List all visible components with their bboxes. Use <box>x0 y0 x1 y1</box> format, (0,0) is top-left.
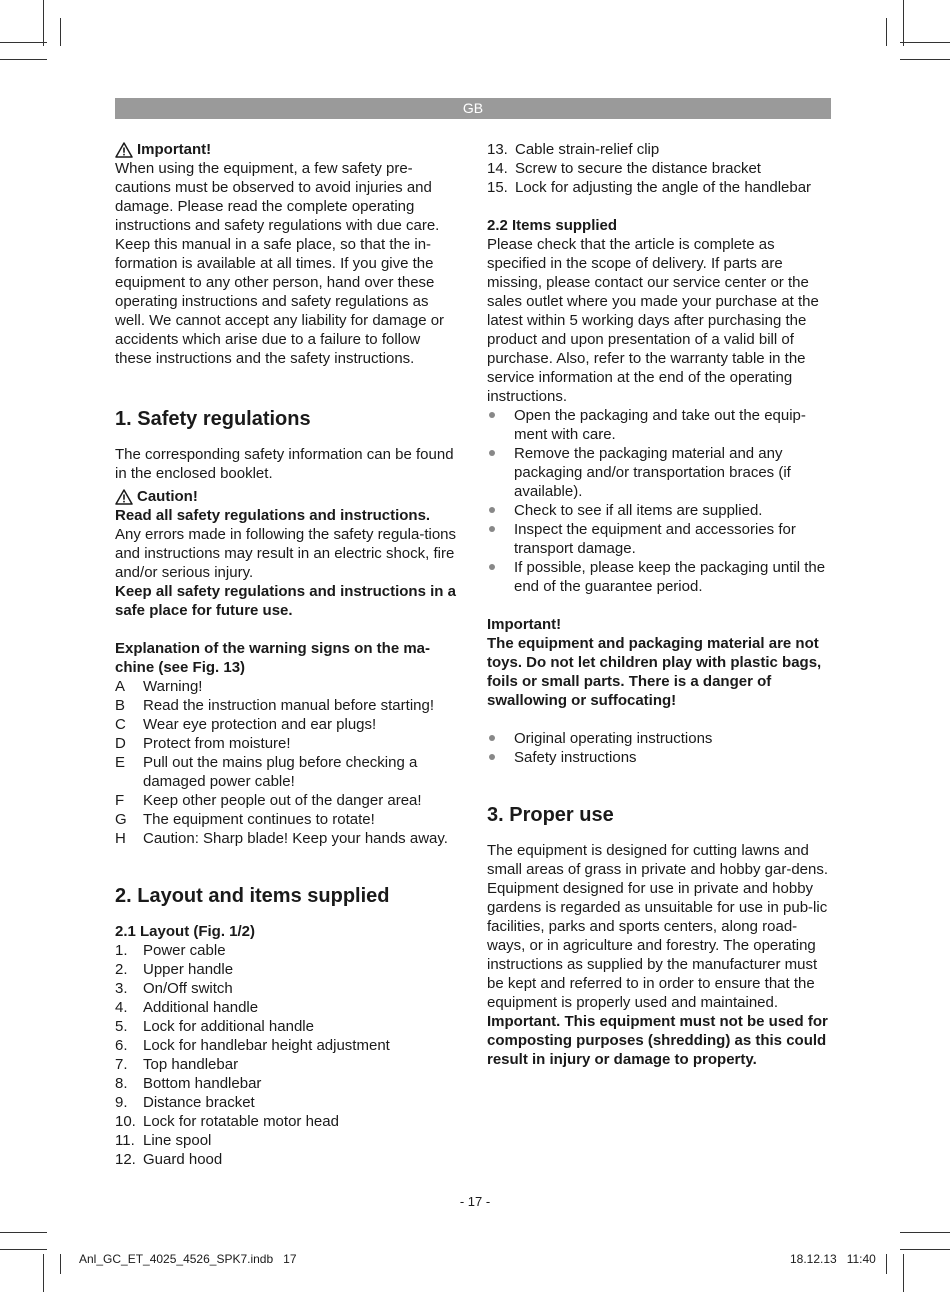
crop-mark <box>0 1249 47 1250</box>
important-title: Important! <box>137 141 212 158</box>
list-item: A Warning! <box>115 678 203 695</box>
list-item: 12. Guard hood <box>115 1151 223 1168</box>
list-item: Check to see if all items are supplied. <box>487 501 832 520</box>
right-column <box>487 140 832 1069</box>
caution-keep-line: Keep all safety regulations and instructions in a safe place for future use. <box>115 583 456 619</box>
caution-text: Any errors made in following the safety regula-tions and instructions may result in an electric shock, fire and/or serious injury. <box>115 526 457 581</box>
list-item: Inspect the equipment and accessories for transport damage. <box>487 520 832 558</box>
list-item: 3. On/Off switch <box>115 980 233 997</box>
list-item: E Pull out the mains plug before checking a damaged power cable! <box>115 754 418 790</box>
list-item: 9. Distance bracket <box>115 1094 255 1111</box>
language-header-bar: GB <box>115 98 831 119</box>
crop-mark <box>0 59 47 60</box>
important-2-text: The equipment and packaging material are not toys. Do not let children play with plastic bags, foils or small parts. There is a danger of swallowing or suffocating! <box>487 635 822 709</box>
crop-mark <box>903 1254 904 1292</box>
crop-mark <box>886 18 887 46</box>
section-3-title: 3. Proper use <box>487 804 614 826</box>
list-item: 8. Bottom handlebar <box>115 1075 262 1092</box>
warning-signs-list <box>115 677 460 848</box>
layout-list <box>115 941 460 1169</box>
important-text: When using the equipment, a few safety pre-cautions must be observed to avoid injuries and damage. Please read the complete operating instructions and safety regulations with due care. Keep this manual in a safe place, so that the in-formation is available at all times. If you give the equipment to any other person, hand over these operating instructions and safety regulations as well. We cannot accept any liability for damage or accidents which arise due to a failure to follow these instructions and the safety instructions. <box>115 160 445 367</box>
list-item: 10. Lock for rotatable motor head <box>115 1113 339 1130</box>
layout-title: 2.1 Layout (Fig. 1/2) <box>115 923 256 940</box>
important-2-title: Important! <box>487 616 562 633</box>
page-number: - 17 - <box>459 1194 491 1209</box>
list-item: F Keep other people out of the danger area! <box>115 792 422 809</box>
caution-bold-line: Read all safety regulations and instructions. <box>115 507 431 524</box>
crop-mark <box>60 18 61 46</box>
crop-mark <box>0 1232 47 1233</box>
list-item: G The equipment continues to rotate! <box>115 811 375 828</box>
list-item: C Wear eye protection and ear plugs! <box>115 716 377 733</box>
list-item: 2. Upper handle <box>115 961 234 978</box>
file-name: Anl_GC_ET_4025_4526_SPK7.indb 17 <box>79 1252 297 1266</box>
crop-mark <box>0 42 47 43</box>
items-supplied-title: 2.2 Items supplied <box>487 217 618 234</box>
list-item: If possible, please keep the packaging until the end of the guarantee period. <box>487 558 832 596</box>
list-item: 5. Lock for additional handle <box>115 1018 314 1035</box>
supplied-docs-bullets <box>487 729 832 767</box>
items-supplied-text: Please check that the article is complete as specified in the scope of delivery. If parts are missing, please contact our service center or the sales outlet where you made your purchase at the latest within 5 working days after purchasing the product and upon presentation of a valid bill of purchase. Also, refer to the warranty table in the service information at the end of the operating instructions. <box>487 236 819 405</box>
list-item: 4. Additional handle <box>115 999 259 1016</box>
left-column <box>115 140 460 1169</box>
warning-signs-title: Explanation of the warning signs on the ma-chine (see Fig. 13) <box>115 640 431 676</box>
list-item: H Caution: Sharp blade! Keep your hands away. <box>115 830 448 847</box>
caution-title: Caution! <box>137 488 198 505</box>
crop-mark <box>903 0 904 46</box>
caution-heading <box>115 487 460 506</box>
section-1-text: The corresponding safety information can be found in the enclosed booklet. <box>115 446 454 482</box>
items-supplied-bullets <box>487 406 832 596</box>
crop-mark <box>900 42 950 43</box>
list-item: 13. Cable strain-relief clip <box>487 141 660 158</box>
warning-triangle-icon <box>115 489 133 505</box>
crop-mark <box>60 1254 61 1274</box>
list-item: Safety instructions <box>487 748 832 767</box>
list-item: 15. Lock for adjusting the angle of the handlebar <box>487 179 812 196</box>
crop-mark <box>886 1254 887 1274</box>
crop-mark <box>900 1249 950 1250</box>
section-1-title: 1. Safety regulations <box>115 408 311 430</box>
layout-list-continued <box>487 140 832 197</box>
crop-mark <box>900 59 950 60</box>
list-item: Remove the packaging material and any packaging and/or transportation braces (if available). <box>487 444 832 501</box>
section-3-text-1: The equipment is designed for cutting lawns and small areas of grass in private and hobby gar-dens. <box>487 842 829 878</box>
crop-mark <box>900 1232 950 1233</box>
list-item: 14. Screw to secure the distance bracket <box>487 160 761 177</box>
crop-mark <box>43 1254 44 1292</box>
section-3-text-2: Equipment designed for use in private and hobby gardens is regarded as unsuitable for use in pub-lic facilities, parks and sports centers, along road-ways, or in agriculture and forestry. The operating instructions as supplied by the manufacturer must be kept and referred to in order to ensure that the equipment is properly used and maintained. <box>487 880 828 1011</box>
section-3-important: Important. This equipment must not be used for composting purposes (shredding) as this could result in injury or damage to property. <box>487 1013 828 1068</box>
list-item: Original operating instructions <box>487 729 832 748</box>
list-item: 11. Line spool <box>115 1132 212 1149</box>
crop-mark <box>43 0 44 46</box>
important-heading <box>115 140 460 159</box>
list-item: 1. Power cable <box>115 942 226 959</box>
list-item: B Read the instruction manual before starting! <box>115 697 434 714</box>
list-item: D Protect from moisture! <box>115 735 291 752</box>
section-2-title: 2. Layout and items supplied <box>115 885 390 907</box>
warning-triangle-icon <box>115 142 133 158</box>
list-item: 7. Top handlebar <box>115 1056 239 1073</box>
list-item: Open the packaging and take out the equip-ment with care. <box>487 406 832 444</box>
timestamp: 18.12.13 11:40 <box>790 1252 876 1266</box>
list-item: 6. Lock for handlebar height adjustment <box>115 1037 390 1054</box>
